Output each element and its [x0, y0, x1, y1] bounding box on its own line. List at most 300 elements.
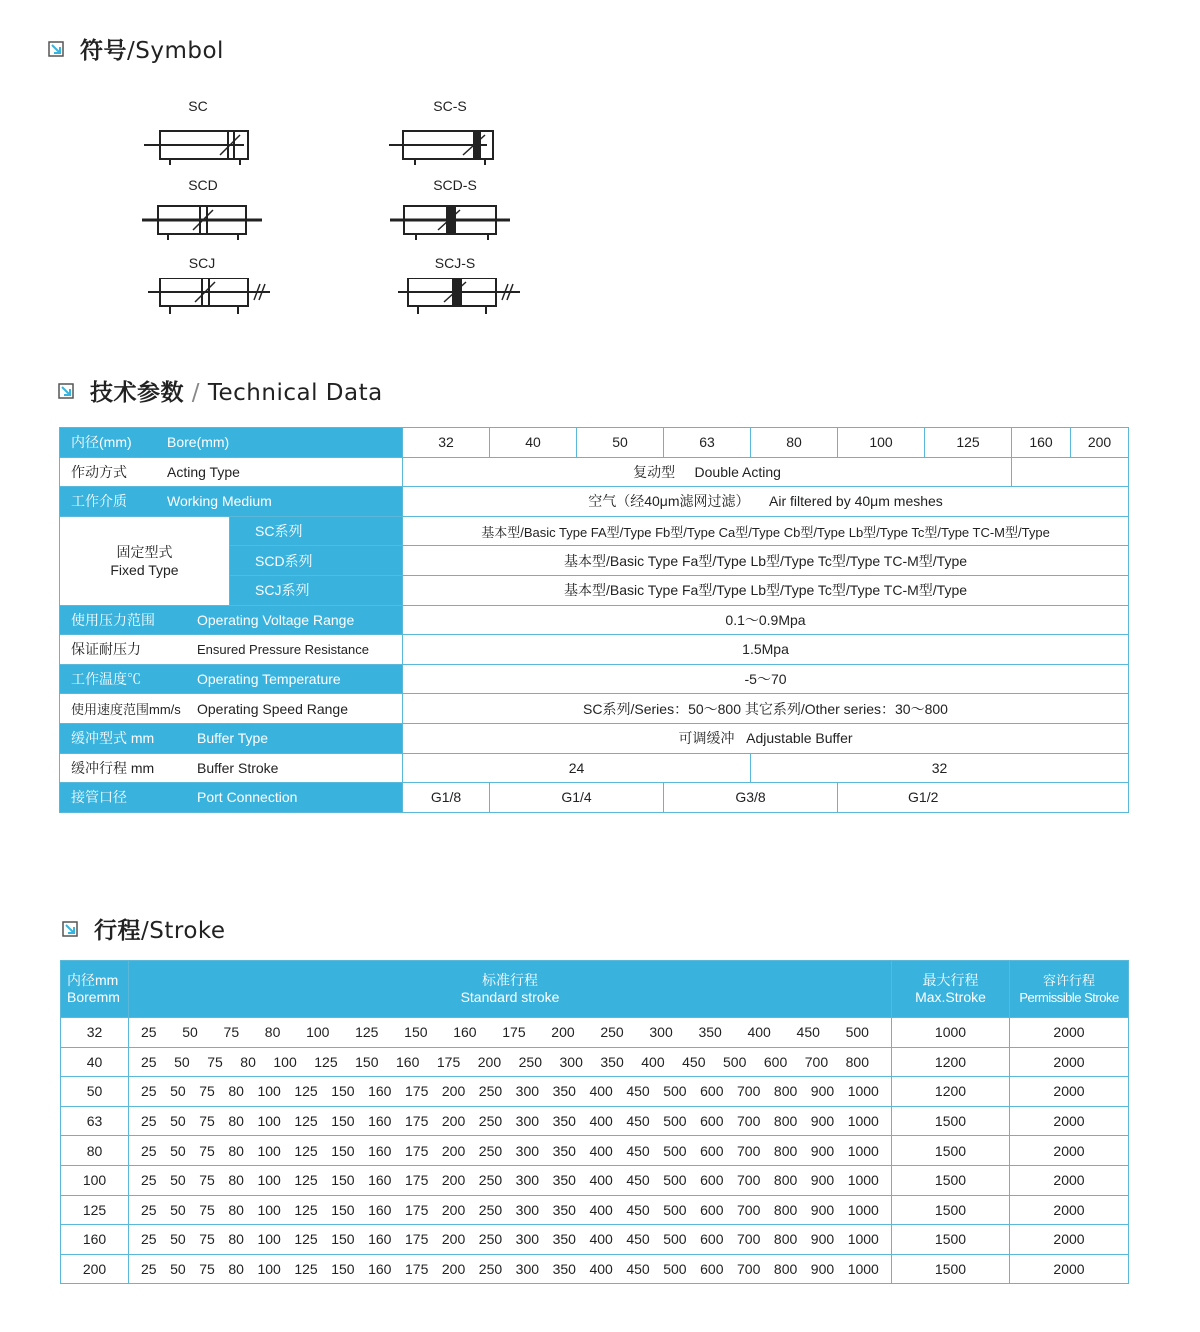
stroke-value: 100	[257, 1261, 281, 1278]
stroke-col-perm-zh: 容许行程	[1042, 973, 1095, 988]
medium-label-en: Working Medium	[167, 493, 272, 510]
stroke-value: 250	[478, 1201, 503, 1218]
stroke-value: 75	[199, 1083, 215, 1100]
symbol-label-scj: SCJ	[188, 255, 216, 271]
stroke-row	[61, 1018, 1129, 1048]
stroke-value: 500	[723, 1053, 747, 1070]
stroke-value: 250	[600, 1024, 624, 1041]
stroke-value: 80	[228, 1261, 244, 1278]
stroke-value: 400	[589, 1113, 613, 1130]
stroke-value: 500	[663, 1113, 687, 1130]
stroke-value: 900	[810, 1083, 835, 1100]
pressure-label-en: Operating Voltage Range	[197, 611, 355, 628]
stroke-value: 200	[441, 1231, 466, 1248]
sc-s-cylinder-symbol	[387, 125, 507, 170]
stroke-value: 1000	[847, 1142, 879, 1159]
stroke-col-max-zh: 最大行程	[922, 972, 979, 988]
stroke-value: 450	[682, 1053, 706, 1070]
bore-label-en: Bore(mm)	[167, 434, 230, 451]
stroke-value: 250	[478, 1083, 503, 1100]
stroke-value: 50	[170, 1201, 186, 1218]
stroke-value: 175	[405, 1231, 429, 1248]
bore-value: 40	[490, 428, 577, 458]
stroke-value: 400	[589, 1261, 613, 1278]
stroke-value: 800	[773, 1172, 798, 1189]
stroke-value: 800	[773, 1083, 798, 1100]
bore-row	[60, 428, 1129, 458]
stroke-value: 450	[626, 1201, 650, 1218]
scj-series-label: SCJ系列	[255, 582, 310, 599]
stroke-row	[61, 1195, 1129, 1225]
stroke-value: 350	[552, 1201, 576, 1218]
stroke-value: 80	[240, 1053, 256, 1070]
pressure-value: 0.1～0.9Mpa	[403, 605, 1129, 635]
ensured-value: 1.5Mpa	[403, 635, 1129, 665]
pressure-row	[60, 605, 1129, 635]
stroke-value: 450	[626, 1113, 650, 1130]
technical-heading-sep: /	[184, 380, 208, 406]
stroke-value: 50	[170, 1261, 186, 1278]
stroke-value: 50	[170, 1142, 186, 1159]
stroke-value: 200	[441, 1172, 466, 1189]
stroke-values-cell	[129, 1047, 892, 1077]
stroke-value: 50	[174, 1053, 190, 1070]
stroke-value: 100	[257, 1172, 281, 1189]
stroke-value: 400	[589, 1172, 613, 1189]
stroke-value: 75	[207, 1053, 223, 1070]
stroke-max-cell: 1500	[892, 1225, 1010, 1255]
bore-value: 160	[1012, 428, 1071, 458]
stroke-bore-cell: 50	[61, 1077, 129, 1107]
stroke-value: 600	[700, 1113, 724, 1130]
stroke-value: 350	[552, 1142, 576, 1159]
sc-cylinder-symbol	[140, 125, 260, 170]
stroke-value: 450	[626, 1231, 650, 1248]
pressure-label-zh: 使用压力范围	[71, 611, 155, 628]
sc-series-row	[60, 516, 1129, 546]
stroke-value: 50	[170, 1172, 186, 1189]
stroke-value: 150	[331, 1172, 355, 1189]
stroke-value: 75	[199, 1142, 215, 1159]
stroke-value: 175	[502, 1024, 526, 1041]
stroke-value: 250	[478, 1142, 503, 1159]
stroke-value: 800	[773, 1142, 798, 1159]
stroke-value: 160	[368, 1261, 392, 1278]
stroke-value: 350	[698, 1024, 722, 1041]
buffer-stroke-value: 24	[403, 753, 751, 783]
stroke-value: 80	[228, 1083, 244, 1100]
stroke-value: 75	[199, 1201, 215, 1218]
stroke-value: 80	[228, 1142, 244, 1159]
stroke-perm-cell: 2000	[1010, 1165, 1129, 1195]
stroke-row	[61, 1136, 1129, 1166]
stroke-value: 100	[257, 1113, 281, 1130]
stroke-values-cell	[129, 1254, 892, 1284]
technical-heading-en: Technical Data	[207, 380, 383, 406]
technical-heading-zh: 技术参数	[90, 380, 184, 406]
stroke-value: 75	[199, 1172, 215, 1189]
stroke-value: 50	[170, 1231, 186, 1248]
stroke-value: 125	[314, 1053, 338, 1070]
stroke-perm-cell: 2000	[1010, 1225, 1129, 1255]
stroke-bore-cell: 200	[61, 1254, 129, 1284]
stroke-perm-cell: 2000	[1010, 1106, 1129, 1136]
stroke-table	[60, 960, 1129, 1284]
stroke-value: 160	[368, 1113, 392, 1130]
stroke-value: 500	[663, 1142, 687, 1159]
buffer-value-zh: 可调缓冲	[678, 730, 735, 747]
arrow-corner-icon	[48, 41, 64, 57]
stroke-value: 50	[182, 1024, 198, 1041]
buffer-stroke-value: 32	[751, 753, 1129, 783]
stroke-max-cell: 1500	[892, 1165, 1010, 1195]
buffer-stroke-row	[60, 753, 1129, 783]
stroke-value: 1000	[847, 1261, 879, 1278]
stroke-value: 300	[515, 1083, 540, 1100]
stroke-value: 250	[518, 1053, 542, 1070]
stroke-row	[61, 1225, 1129, 1255]
bore-value: 32	[403, 428, 490, 458]
stroke-value: 900	[810, 1231, 835, 1248]
stroke-value: 200	[441, 1142, 466, 1159]
stroke-value: 900	[810, 1201, 835, 1218]
bore-value: 200	[1071, 428, 1129, 458]
stroke-value: 160	[368, 1083, 392, 1100]
stroke-value: 500	[663, 1261, 687, 1278]
stroke-value: 250	[478, 1231, 503, 1248]
stroke-values-cell	[129, 1165, 892, 1195]
stroke-bore-cell: 160	[61, 1225, 129, 1255]
stroke-value: 350	[552, 1083, 576, 1100]
symbol-label-scd: SCD	[188, 177, 218, 193]
stroke-value: 250	[478, 1113, 503, 1130]
stroke-value: 800	[845, 1053, 869, 1070]
stroke-value: 125	[294, 1142, 318, 1159]
stroke-value: 1000	[847, 1113, 879, 1130]
medium-value-en: Air filtered by 40μm meshes	[769, 493, 943, 510]
stroke-value: 125	[294, 1113, 318, 1130]
port-label-zh: 接管口径	[71, 789, 127, 806]
stroke-value: 125	[294, 1172, 318, 1189]
stroke-value: 300	[515, 1172, 540, 1189]
stroke-value: 700	[804, 1053, 829, 1070]
stroke-value: 600	[700, 1261, 724, 1278]
buffer-value-en: Adjustable Buffer	[746, 730, 853, 747]
stroke-value: 600	[700, 1172, 724, 1189]
scd-types-value: 基本型/Basic Type Fa型/Type Lb型/Type Tc型/Type TC-M型/Type	[403, 546, 1129, 576]
port-value: G3/8	[664, 783, 838, 813]
scj-cylinder-symbol	[146, 278, 274, 323]
stroke-value: 100	[257, 1083, 281, 1100]
stroke-value: 350	[552, 1172, 576, 1189]
stroke-value: 600	[700, 1142, 724, 1159]
stroke-value: 100	[257, 1142, 281, 1159]
stroke-value: 200	[441, 1261, 466, 1278]
stroke-value: 200	[477, 1053, 502, 1070]
stroke-value: 500	[663, 1201, 687, 1218]
port-row	[60, 783, 1129, 813]
stroke-value: 75	[199, 1113, 215, 1130]
stroke-value: 400	[589, 1201, 613, 1218]
stroke-value: 150	[331, 1142, 355, 1159]
stroke-value: 350	[552, 1231, 576, 1248]
stroke-value: 150	[331, 1201, 355, 1218]
stroke-value: 400	[589, 1142, 613, 1159]
sc-series-label: SC系列	[255, 523, 303, 540]
stroke-value: 200	[441, 1113, 466, 1130]
stroke-value: 25	[141, 1053, 157, 1070]
stroke-value: 150	[331, 1113, 355, 1130]
stroke-value: 80	[228, 1113, 244, 1130]
bore-value: 63	[664, 428, 751, 458]
stroke-value: 1000	[847, 1083, 879, 1100]
stroke-value: 75	[223, 1024, 240, 1041]
stroke-value: 350	[552, 1113, 576, 1130]
stroke-heading-zh: 行程	[94, 918, 141, 944]
stroke-value: 450	[626, 1083, 650, 1100]
stroke-value: 300	[559, 1053, 583, 1070]
technical-heading	[58, 374, 383, 407]
stroke-value: 700	[737, 1261, 761, 1278]
stroke-value: 450	[626, 1261, 650, 1278]
stroke-value: 200	[441, 1083, 466, 1100]
symbol-heading-zh: 符号	[80, 38, 127, 64]
buffer-label-en: Buffer Type	[197, 730, 269, 747]
stroke-value: 25	[141, 1231, 157, 1248]
speed-row	[60, 694, 1129, 724]
port-label-en: Port Connection	[197, 789, 298, 806]
stroke-value: 900	[810, 1261, 835, 1278]
stroke-col-standard-zh: 标准行程	[482, 972, 538, 988]
stroke-value: 160	[368, 1201, 392, 1218]
port-value: G1/2	[838, 783, 1129, 813]
stroke-value: 800	[773, 1201, 798, 1218]
stroke-value: 350	[552, 1261, 576, 1278]
fixed-type-label	[60, 516, 230, 605]
stroke-value: 900	[810, 1113, 835, 1130]
stroke-bore-cell: 40	[61, 1047, 129, 1077]
stroke-perm-cell: 2000	[1010, 1047, 1129, 1077]
stroke-value: 500	[663, 1231, 687, 1248]
stroke-value: 600	[700, 1231, 724, 1248]
stroke-value: 250	[478, 1172, 503, 1189]
temp-value: -5～70	[403, 664, 1129, 694]
stroke-max-cell: 1500	[892, 1195, 1010, 1225]
stroke-value: 450	[626, 1142, 650, 1159]
stroke-value: 500	[663, 1172, 687, 1189]
stroke-value: 175	[405, 1261, 429, 1278]
stroke-value: 200	[551, 1024, 575, 1041]
stroke-value: 300	[515, 1142, 540, 1159]
stroke-value: 300	[649, 1024, 673, 1041]
stroke-heading	[62, 912, 226, 945]
stroke-value: 300	[515, 1261, 540, 1278]
stroke-value: 50	[170, 1083, 186, 1100]
ensured-label-en: Ensured Pressure Resistance	[197, 642, 369, 658]
bore-value: 50	[577, 428, 664, 458]
stroke-value: 175	[436, 1053, 461, 1070]
stroke-value: 25	[141, 1201, 157, 1218]
stroke-max-cell: 1200	[892, 1047, 1010, 1077]
stroke-value: 175	[405, 1083, 429, 1100]
stroke-value: 160	[368, 1231, 392, 1248]
acting-value-zh: 复动型	[633, 463, 676, 480]
stroke-col-standard-en: Standard stroke	[460, 989, 560, 1005]
stroke-value: 1000	[847, 1231, 879, 1248]
sc-types-value: 基本型/Basic Type FA型/Type Fb型/Type Ca型/Type Cb型/Type Lb型/Type Tc型/Type TC-M型/Type	[403, 516, 1129, 546]
stroke-value: 700	[737, 1201, 761, 1218]
scj-s-cylinder-symbol	[396, 278, 524, 323]
fixed-label-zh: 固定型式	[116, 543, 173, 560]
stroke-value: 900	[810, 1172, 835, 1189]
stroke-max-cell: 1500	[892, 1106, 1010, 1136]
stroke-bore-cell: 125	[61, 1195, 129, 1225]
stroke-label-en: Buffer Stroke	[197, 759, 279, 776]
acting-row	[60, 457, 1129, 487]
stroke-row	[61, 1165, 1129, 1195]
stroke-perm-cell: 2000	[1010, 1077, 1129, 1107]
stroke-values-cell	[129, 1077, 892, 1107]
stroke-value: 700	[737, 1113, 761, 1130]
stroke-value: 1000	[847, 1172, 879, 1189]
acting-value-en: Double Acting	[694, 463, 781, 480]
stroke-value: 700	[737, 1083, 761, 1100]
stroke-value: 125	[294, 1261, 318, 1278]
stroke-value: 800	[773, 1113, 798, 1130]
stroke-value: 600	[763, 1053, 788, 1070]
stroke-col-bore-en: Boremm	[67, 989, 120, 1005]
stroke-max-cell: 1200	[892, 1077, 1010, 1107]
stroke-values-cell	[129, 1106, 892, 1136]
stroke-value: 700	[737, 1142, 761, 1159]
stroke-perm-cell: 2000	[1010, 1018, 1129, 1048]
stroke-values-cell	[129, 1195, 892, 1225]
stroke-value: 125	[355, 1024, 379, 1041]
stroke-value: 125	[294, 1231, 318, 1248]
port-value: G1/4	[490, 783, 664, 813]
stroke-value: 160	[368, 1172, 392, 1189]
stroke-values-cell	[129, 1136, 892, 1166]
arrow-corner-icon	[62, 921, 78, 937]
stroke-bore-cell: 63	[61, 1106, 129, 1136]
temperature-row	[60, 664, 1129, 694]
stroke-value: 80	[228, 1172, 244, 1189]
speed-label-zh: 使用速度范围mm/s	[71, 702, 181, 718]
stroke-value: 150	[404, 1024, 428, 1041]
stroke-value: 350	[600, 1053, 624, 1070]
symbol-heading	[48, 32, 224, 65]
stroke-value: 500	[845, 1024, 869, 1041]
medium-value-zh: 空气（经40μm滤网过滤）	[588, 493, 750, 510]
stroke-value: 300	[515, 1231, 540, 1248]
stroke-perm-cell: 2000	[1010, 1195, 1129, 1225]
stroke-row	[61, 1254, 1129, 1284]
stroke-value: 100	[257, 1231, 281, 1248]
stroke-value: 700	[737, 1231, 761, 1248]
stroke-value: 250	[478, 1261, 503, 1278]
temp-label-en: Operating Temperature	[197, 671, 341, 688]
symbol-label-scj-s: SCJ-S	[434, 255, 476, 271]
stroke-values-cell	[129, 1225, 892, 1255]
temp-label-zh: 工作温度℃	[71, 671, 141, 688]
stroke-value: 900	[810, 1142, 835, 1159]
stroke-value: 75	[199, 1231, 215, 1248]
stroke-value: 175	[405, 1142, 429, 1159]
buffer-row	[60, 723, 1129, 753]
acting-label-zh: 作动方式	[71, 463, 127, 480]
stroke-value: 300	[515, 1113, 540, 1130]
stroke-value: 150	[331, 1231, 355, 1248]
acting-empty-cell	[1012, 457, 1129, 487]
speed-label-en: Operating Speed Range	[197, 701, 348, 718]
stroke-value: 800	[773, 1261, 798, 1278]
stroke-value: 75	[199, 1261, 215, 1278]
stroke-value: 50	[170, 1113, 186, 1130]
stroke-label-zh: 缓冲行程 mm	[71, 759, 155, 776]
stroke-value: 300	[515, 1201, 540, 1218]
stroke-value: 150	[331, 1083, 355, 1100]
stroke-col-bore-zh: 内径mm	[67, 972, 119, 988]
stroke-value: 80	[264, 1024, 281, 1041]
stroke-perm-cell: 2000	[1010, 1254, 1129, 1284]
stroke-value: 450	[796, 1024, 820, 1041]
stroke-value: 150	[355, 1053, 379, 1070]
acting-label-en: Acting Type	[167, 463, 240, 480]
stroke-col-max-en: Max.Stroke	[915, 989, 986, 1005]
bore-value: 80	[751, 428, 838, 458]
symbol-label-sc: SC	[188, 98, 208, 114]
speed-value: SC系列/Series：50～800 其它系列/Other series：30～800	[403, 694, 1129, 724]
stroke-value: 600	[700, 1201, 724, 1218]
stroke-value: 200	[441, 1201, 466, 1218]
scd-s-cylinder-symbol	[388, 200, 513, 245]
stroke-value: 1000	[847, 1201, 879, 1218]
stroke-value: 175	[405, 1201, 429, 1218]
medium-label-zh: 工作介质	[71, 493, 127, 510]
stroke-value: 160	[368, 1142, 392, 1159]
stroke-value: 600	[700, 1083, 724, 1100]
stroke-value: 25	[141, 1024, 157, 1041]
port-value: G1/8	[403, 783, 490, 813]
stroke-value: 25	[141, 1113, 157, 1130]
stroke-value: 400	[641, 1053, 665, 1070]
stroke-value: 100	[273, 1053, 297, 1070]
scd-series-label: SCD系列	[255, 552, 313, 569]
bore-label-zh: 内径(mm)	[71, 434, 132, 451]
stroke-value: 175	[405, 1113, 429, 1130]
stroke-max-cell: 1000	[892, 1018, 1010, 1048]
fixed-label-en: Fixed Type	[110, 561, 179, 578]
stroke-value: 80	[228, 1231, 244, 1248]
stroke-perm-cell: 2000	[1010, 1136, 1129, 1166]
stroke-value: 125	[294, 1201, 318, 1218]
stroke-value: 450	[626, 1172, 650, 1189]
stroke-max-cell: 1500	[892, 1136, 1010, 1166]
stroke-value: 150	[331, 1261, 355, 1278]
stroke-value: 25	[141, 1261, 157, 1278]
stroke-value: 700	[737, 1172, 761, 1189]
ensured-row	[60, 635, 1129, 665]
stroke-values-cell	[129, 1018, 892, 1048]
stroke-value: 25	[141, 1172, 157, 1189]
stroke-col-perm-en: Permissible Stroke	[1019, 990, 1119, 1005]
technical-data-table	[59, 427, 1129, 813]
stroke-value: 160	[453, 1024, 477, 1041]
stroke-value: 25	[141, 1083, 157, 1100]
stroke-header-row	[61, 961, 1129, 1018]
arrow-corner-icon	[58, 383, 74, 399]
stroke-value: 500	[663, 1083, 687, 1100]
